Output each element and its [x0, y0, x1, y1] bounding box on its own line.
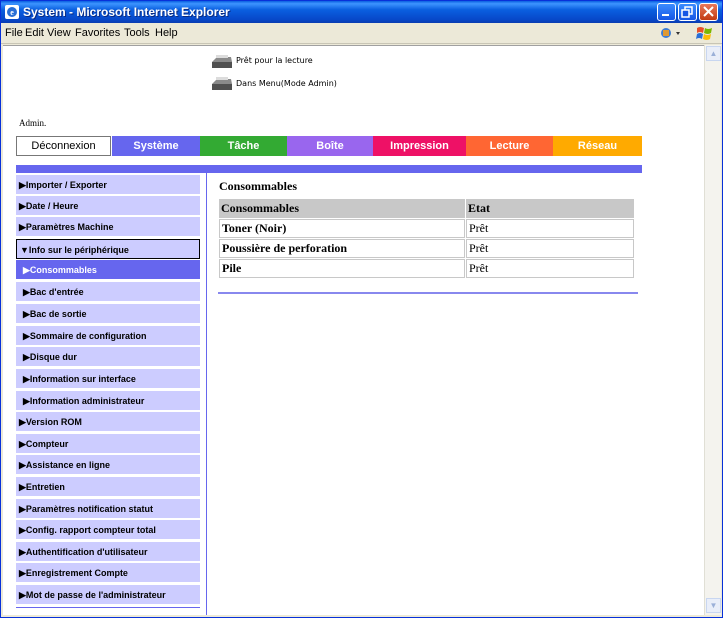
sidebar-item-authentification-utilisateur[interactable]: ▶Authentification d'utilisateur [16, 542, 200, 562]
column-header: Etat [466, 199, 634, 218]
logout-button[interactable]: Déconnexion [16, 136, 111, 156]
sidebar-item-enregistrement-compte[interactable]: ▶Enregistrement Compte [16, 563, 200, 583]
table-row [219, 219, 634, 238]
sidebar-bottom-divider [16, 607, 200, 608]
maximize-icon [679, 4, 696, 20]
sidebar-item-information-administrateur[interactable]: ▶Information administrateur [16, 391, 200, 411]
sidebar-item-disque-dur[interactable]: ▶Disque dur [16, 347, 200, 367]
minimize-button[interactable] [657, 3, 676, 21]
menu-tools[interactable]: Tools [124, 27, 150, 39]
scroll-down-icon[interactable]: ▼ [706, 598, 721, 613]
table-cell-consumable: Toner (Noir) [219, 219, 465, 238]
tab-boite[interactable]: Boîte [287, 136, 373, 156]
status-line-2: Dans Menu(Mode Admin) [236, 79, 337, 88]
sidebar-item-parametres-notification[interactable]: ▶Paramètres notification statut [16, 499, 200, 519]
sidebar-item-parametres-machine[interactable]: ▶Paramètres Machine [16, 217, 200, 237]
maximize-button[interactable] [678, 3, 697, 21]
menu-file[interactable]: File [5, 27, 23, 39]
sidebar-item-importer-exporter[interactable]: ▶Importer / Exporter [16, 175, 200, 195]
svg-text:e: e [10, 8, 14, 17]
title-bar [1, 1, 722, 23]
consumables-table [218, 198, 635, 279]
menu-view[interactable]: View [47, 27, 71, 39]
tab-impression[interactable]: Impression [373, 136, 466, 156]
main-tabs [16, 136, 642, 156]
table-cell-status: Prêt [466, 259, 634, 278]
page-title: Consommables [219, 179, 298, 193]
close-icon [700, 4, 717, 20]
sidebar-item-information-interface[interactable]: ▶Information sur interface [16, 369, 200, 389]
admin-label: Admin. [19, 118, 47, 128]
content-bottom-divider [218, 292, 638, 294]
window-title: System - Microsoft Internet Explorer [23, 5, 230, 19]
sidebar-item-sommaire-configuration[interactable]: ▶Sommaire de configuration [16, 326, 200, 346]
table-row [219, 259, 634, 278]
status-line-1: Prêt pour la lecture [236, 56, 313, 65]
menu-bar [1, 23, 722, 44]
table-cell-status: Prêt [466, 239, 634, 258]
sidebar-item-version-rom[interactable]: ▶Version ROM [16, 412, 200, 432]
tab-systeme[interactable]: Système [112, 136, 200, 156]
menu-favorites[interactable]: Favorites [75, 27, 121, 39]
tab-underline-band [16, 165, 642, 173]
translate-icon[interactable] [660, 26, 682, 41]
menu-edit[interactable]: Edit [25, 27, 44, 39]
sidebar-item-config-rapport-compteur[interactable]: ▶Config. rapport compteur total [16, 520, 200, 540]
sidebar-item-consommables[interactable]: ▶Consommables [16, 260, 200, 280]
table-cell-status: Prêt [466, 219, 634, 238]
sidebar-item-compteur[interactable]: ▶Compteur [16, 434, 200, 454]
tab-reseau[interactable]: Réseau [553, 136, 642, 156]
sidebar-item-entretien[interactable]: ▶Entretien [16, 477, 200, 497]
vertical-scrollbar[interactable] [704, 45, 721, 615]
table-row [219, 239, 634, 258]
sidebar-item-date-heure[interactable]: ▶Date / Heure [16, 196, 200, 216]
content-divider [206, 173, 207, 615]
close-button[interactable] [699, 3, 718, 21]
sidebar-item-info-peripherique[interactable]: ▼Info sur le périphérique [16, 239, 200, 259]
sidebar-item-bac-entree[interactable]: ▶Bac d'entrée [16, 282, 200, 302]
scroll-up-icon[interactable]: ▲ [706, 46, 721, 61]
table-header-row [219, 199, 634, 218]
table-cell-consumable: Poussière de perforation [219, 239, 465, 258]
menu-help[interactable]: Help [155, 27, 178, 39]
tab-lecture[interactable]: Lecture [466, 136, 553, 156]
ie-icon [5, 5, 19, 19]
sidebar-item-mot-de-passe-admin[interactable]: ▶Mot de passe de l'administrateur [16, 585, 200, 605]
sidebar-item-assistance-en-ligne[interactable]: ▶Assistance en ligne [16, 455, 200, 475]
column-header: Consommables [219, 199, 465, 218]
sidebar-item-bac-sortie[interactable]: ▶Bac de sortie [16, 304, 200, 324]
tab-tache[interactable]: Tâche [200, 136, 287, 156]
printer-icon [211, 75, 233, 91]
printer-icon [211, 53, 233, 69]
windows-logo-icon [696, 25, 714, 42]
minimize-icon [658, 4, 675, 20]
table-cell-consumable: Pile [219, 259, 465, 278]
